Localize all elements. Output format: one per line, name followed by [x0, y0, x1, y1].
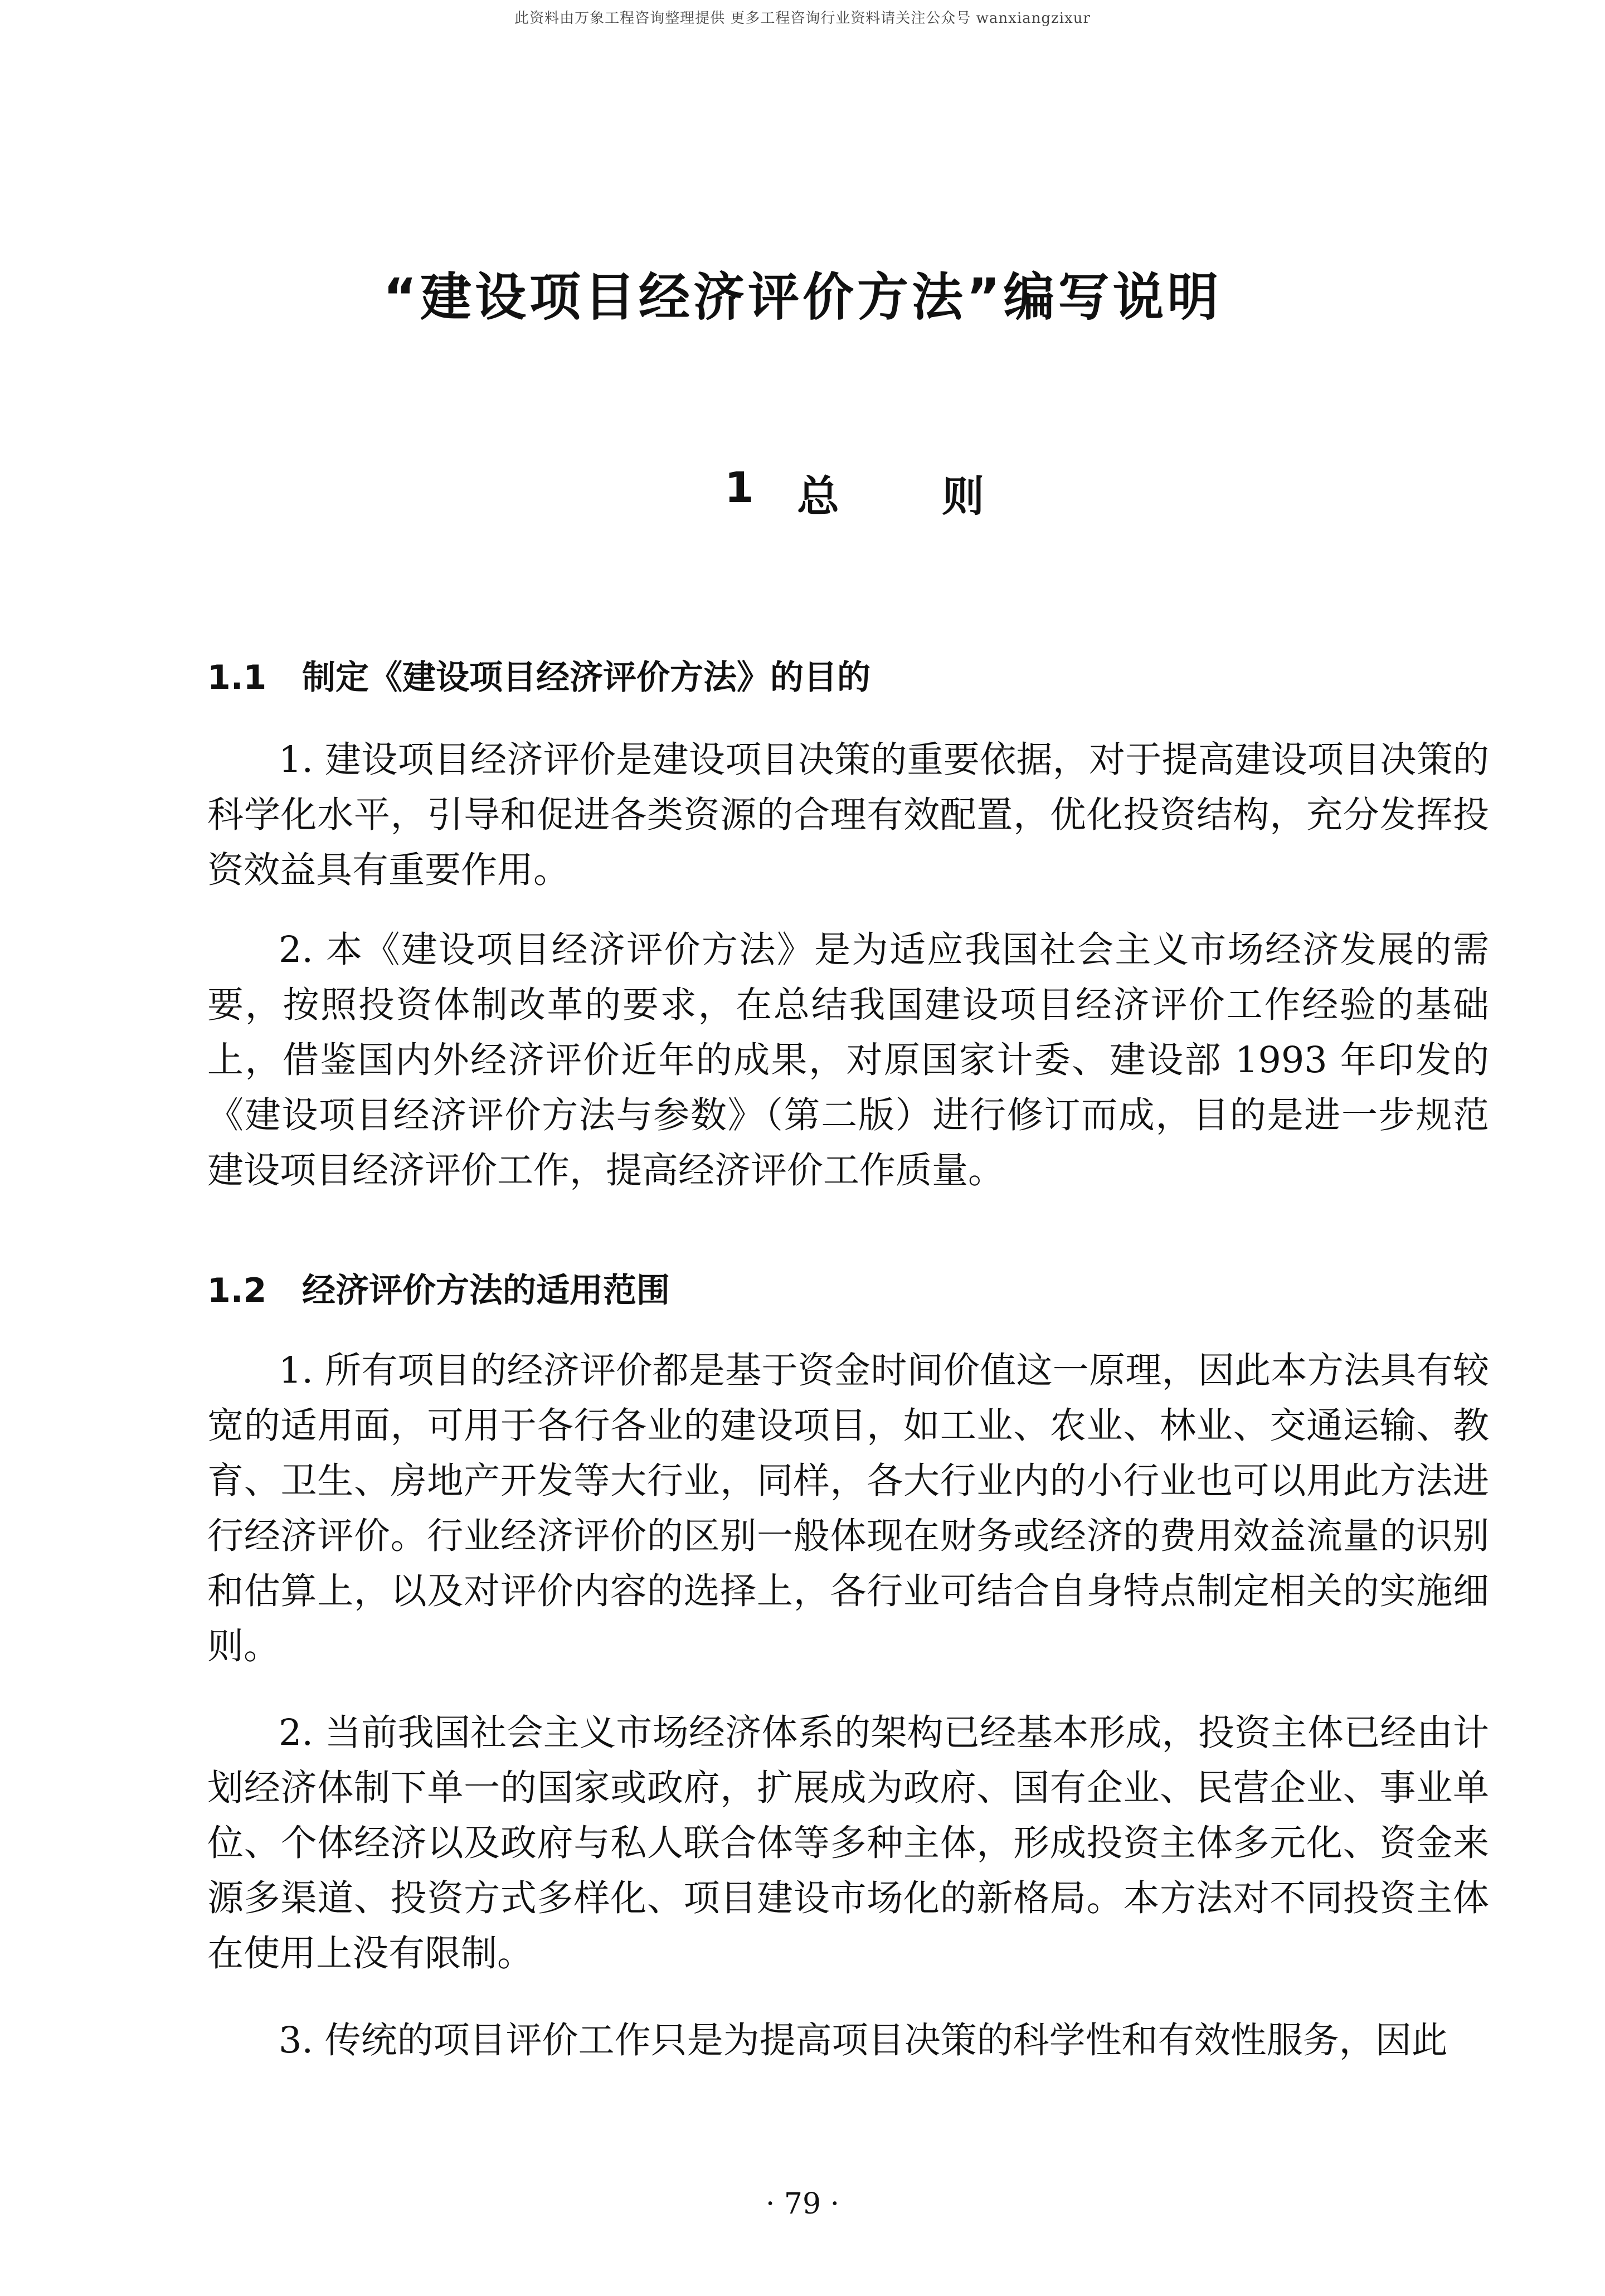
paragraph-1-2-3: 3. 传统的项目评价工作只是为提高项目决策的科学性和有效性服务，因此: [279, 2020, 1448, 2061]
section-title: 经济评价方法的适用范围: [302, 1271, 670, 1310]
chapter-title-part1: 总: [797, 471, 839, 521]
chapter-number: 1: [724, 463, 754, 512]
watermark-text: 此资料由万象工程咨询整理提供 更多工程咨询行业资料请关注公众号 wanxiangzixur: [514, 10, 1091, 27]
chapter-title-part2: 则: [942, 471, 984, 521]
paragraph-1-1-2: 2. 本《建设项目经济评价方法》是为适应我国社会主义市场经济发展的需要，按照投资体制改革的要求，在总结我国建设项目经济评价工作经验的基础上，借鉴国内外经济评价近年的成果，对原国家计委、建设部 1993 年印发的《建设项目经济评价方法与参数》（第二版）进行修订而成，目的是进一步规范建设项目经济评价工作，提高经济评价工作质量。: [207, 929, 1489, 1191]
paragraph-1-1-1: 1. 建设项目经济评价是建设项目决策的重要依据，对于提高建设项目决策的科学化水平，引导和促进各类资源的合理有效配置，优化投资结构，充分发挥投资效益具有重要作用。: [207, 739, 1489, 891]
document-title: “建设项目经济评价方法”编写说明: [383, 267, 1222, 327]
paragraph-1-2-1: 1. 所有项目的经济评价都是基于资金时间价值这一原理，因此本方法具有较宽的适用面，可用于各行各业的建设项目，如工业、农业、林业、交通运输、教育、卫生、房地产开发等大行业，同样，各大行业内的小行业也可以用此方法进行经济评价。行业经济评价的区别一般体现在财务或经济的费用效益流量的识别和估算上，以及对评价内容的选择上，各行业可结合自身特点制定相关的实施细则。: [207, 1350, 1489, 1667]
section-title: 制定《建设项目经济评价方法》的目的: [302, 658, 870, 697]
section-heading-1-2: [207, 1264, 670, 1312]
paragraph-1-2-2: 2. 当前我国社会主义市场经济体系的架构已经基本形成，投资主体已经由计划经济体制下单一的国家或政府，扩展成为政府、国有企业、民营企业、事业单位、个体经济以及政府与私人联合体等多种主体，形成投资主体多元化、资金来源多渠道、投资方式多样化、项目建设市场化的新格局。本方法对不同投资主体在使用上没有限制。: [207, 1712, 1489, 1974]
section-number: 1.2: [207, 1271, 267, 1310]
section-heading-1-1: [207, 651, 870, 699]
chapter-heading: [724, 463, 992, 524]
page-number: · 79 ·: [765, 2187, 840, 2221]
section-number: 1.1: [207, 658, 267, 697]
